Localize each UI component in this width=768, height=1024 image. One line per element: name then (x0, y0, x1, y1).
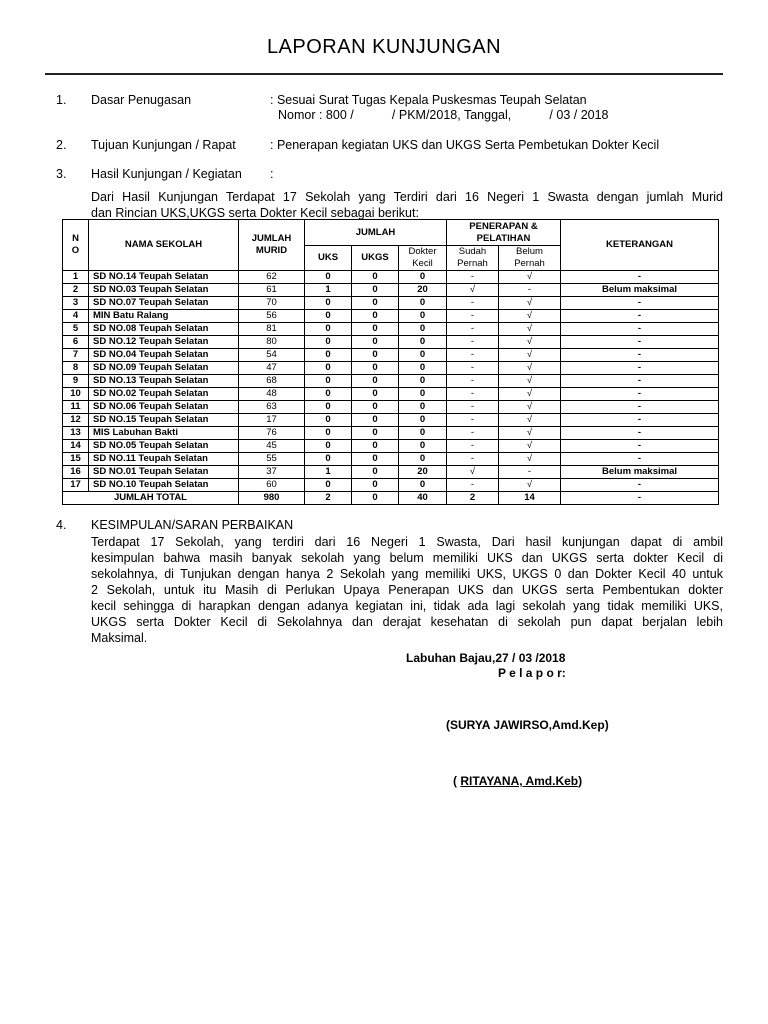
cell-nama: SD NO.14 Teupah Selatan (89, 271, 239, 284)
cell-nama: SD NO.11 Teupah Selatan (89, 453, 239, 466)
cell-belum: √ (499, 453, 561, 466)
cell-sudah: - (447, 310, 499, 323)
header-uks: UKS (305, 246, 352, 271)
cell-murid: 76 (239, 427, 305, 440)
cell-uks: 0 (305, 453, 352, 466)
cell-no: 3 (63, 297, 89, 310)
table-row (63, 362, 719, 375)
cell-keterangan: - (561, 375, 719, 388)
cell-sudah: - (447, 479, 499, 492)
cell-ukgs: 0 (352, 336, 399, 349)
title-underline (45, 73, 723, 75)
cell-murid: 70 (239, 297, 305, 310)
cell-uks: 0 (305, 271, 352, 284)
cell-nama: SD NO.12 Teupah Selatan (89, 336, 239, 349)
signatory-name-1: (SURYA JAWIRSO,Amd.Kep) (446, 718, 609, 732)
section-1-number: 1. (56, 93, 67, 107)
cell-keterangan: - (561, 440, 719, 453)
header-no-line: N (72, 233, 79, 244)
section-4-line: kecil sehingga di harapkan dengan adanya kegiatan ini, tidak ada lagi sekolah yang tidak memiliki UKS, (91, 599, 723, 613)
cell-no: 9 (63, 375, 89, 388)
header-dokter-line: Dokter (408, 246, 437, 257)
cell-sudah: - (447, 401, 499, 414)
header-dokter-line: Kecil (412, 258, 433, 269)
cell-ukgs: 0 (352, 414, 399, 427)
cell-keterangan: - (561, 323, 719, 336)
cell-dokter: 0 (399, 336, 447, 349)
cell-dokter: 0 (399, 453, 447, 466)
section-3-intro-line: Dari Hasil Kunjungan Terdapat 17 Sekolah yang Terdiri dari 16 Negeri 1 Swasta dengan jumlah Murid (91, 190, 723, 204)
cell-uks: 0 (305, 362, 352, 375)
cell-uks: 0 (305, 310, 352, 323)
cell-uks: 0 (305, 440, 352, 453)
cell-ukgs: 0 (352, 466, 399, 479)
cell-belum: √ (499, 388, 561, 401)
place-date: Labuhan Bajau,27 / 03 /2018 (406, 651, 566, 665)
header-sudah-line: Pernah (457, 258, 488, 269)
table-row (63, 336, 719, 349)
signatory-name-2-text: RITAYANA, Amd.Keb (460, 774, 579, 788)
cell-belum: - (499, 284, 561, 297)
cell-nama: SD NO.04 Teupah Selatan (89, 349, 239, 362)
section-2-label: Tujuan Kunjungan / Rapat (91, 138, 236, 152)
cell-keterangan: - (561, 297, 719, 310)
cell-dokter: 0 (399, 375, 447, 388)
section-3-colon: : (270, 167, 274, 181)
table-row (63, 414, 719, 427)
cell-nama: SD NO.03 Teupah Selatan (89, 284, 239, 297)
section-1-label: Dasar Penugasan (91, 93, 192, 107)
section-4-number: 4. (56, 518, 67, 532)
section-1-value: : Sesuai Surat Tugas Kepala Puskesmas Teupah Selatan (270, 93, 587, 107)
header-jumlah: JUMLAH (305, 220, 447, 246)
cell-uks: 0 (305, 427, 352, 440)
cell-sudah: - (447, 336, 499, 349)
cell-ukgs: 0 (352, 323, 399, 336)
cell-sudah: √ (447, 466, 499, 479)
cell-murid: 48 (239, 388, 305, 401)
cell-sudah: - (447, 427, 499, 440)
section-4-line: Maksimal. (91, 631, 148, 645)
cell-nama: SD NO.08 Teupah Selatan (89, 323, 239, 336)
cell-keterangan: - (561, 271, 719, 284)
section-3-intro (91, 189, 723, 221)
total-uks: 2 (305, 492, 352, 505)
section-4-label: KESIMPULAN/SARAN PERBAIKAN (91, 518, 294, 532)
cell-dokter: 20 (399, 284, 447, 297)
cell-keterangan: - (561, 388, 719, 401)
page-title: LAPORAN KUNJUNGAN (266, 36, 502, 58)
cell-dokter: 20 (399, 466, 447, 479)
cell-dokter: 0 (399, 323, 447, 336)
header-nama-sekolah: NAMA SEKOLAH (89, 220, 239, 271)
cell-nama: SD NO.05 Teupah Selatan (89, 440, 239, 453)
cell-dokter: 0 (399, 362, 447, 375)
cell-dokter: 0 (399, 401, 447, 414)
table-row (63, 271, 719, 284)
cell-murid: 54 (239, 349, 305, 362)
cell-dokter: 0 (399, 440, 447, 453)
cell-ukgs: 0 (352, 440, 399, 453)
cell-no: 11 (63, 401, 89, 414)
cell-no: 12 (63, 414, 89, 427)
header-no (63, 220, 89, 271)
cell-belum: √ (499, 479, 561, 492)
pelapor-label: P e l a p o r: (498, 666, 566, 680)
cell-belum: √ (499, 336, 561, 349)
table-row (63, 375, 719, 388)
cell-no: 17 (63, 479, 89, 492)
school-table (62, 219, 719, 505)
cell-keterangan: - (561, 362, 719, 375)
header-penerapan (447, 220, 561, 246)
table-row (63, 427, 719, 440)
cell-uks: 0 (305, 414, 352, 427)
header-no-line: O (71, 245, 80, 256)
cell-dokter: 0 (399, 271, 447, 284)
cell-ukgs: 0 (352, 310, 399, 323)
section-4-line: UKGS serta Dokter Kecil di Sekolahnya dan derajat kesehatan di sekolah pun dapat berjalan lebih (91, 615, 723, 629)
cell-murid: 62 (239, 271, 305, 284)
cell-belum: √ (499, 414, 561, 427)
cell-ukgs: 0 (352, 284, 399, 297)
cell-ukgs: 0 (352, 401, 399, 414)
cell-keterangan: - (561, 349, 719, 362)
section-4-paragraph (91, 534, 723, 646)
cell-ukgs: 0 (352, 453, 399, 466)
cell-murid: 81 (239, 323, 305, 336)
cell-murid: 55 (239, 453, 305, 466)
table-row (63, 349, 719, 362)
cell-murid: 68 (239, 375, 305, 388)
header-keterangan: KETERANGAN (561, 220, 719, 271)
cell-sudah: - (447, 323, 499, 336)
cell-murid: 60 (239, 479, 305, 492)
cell-belum: √ (499, 310, 561, 323)
total-label: JUMLAH TOTAL (63, 492, 239, 505)
cell-belum: √ (499, 323, 561, 336)
cell-keterangan: - (561, 310, 719, 323)
table-row (63, 453, 719, 466)
section-3-intro-line: dan Rincian UKS,UKGS serta Dokter Kecil sebagai berikut: (91, 206, 419, 220)
cell-nama: SD NO.07 Teupah Selatan (89, 297, 239, 310)
section-1-nomor: Nomor : 800 / / PKM/2018, Tanggal, / 03 / 2018 (278, 108, 609, 122)
cell-nama: MIS Labuhan Bakti (89, 427, 239, 440)
cell-no: 7 (63, 349, 89, 362)
cell-uks: 0 (305, 336, 352, 349)
cell-no: 14 (63, 440, 89, 453)
cell-nama: SD NO.02 Teupah Selatan (89, 388, 239, 401)
cell-ukgs: 0 (352, 375, 399, 388)
cell-sudah: - (447, 440, 499, 453)
section-2-value: : Penerapan kegiatan UKS dan UKGS Serta Pembetukan Dokter Kecil (270, 138, 660, 152)
cell-keterangan: - (561, 427, 719, 440)
table-row (63, 479, 719, 492)
cell-no: 16 (63, 466, 89, 479)
cell-nama: SD NO.09 Teupah Selatan (89, 362, 239, 375)
section-2-number: 2. (56, 138, 67, 152)
cell-sudah: - (447, 271, 499, 284)
table-total-row (63, 492, 719, 505)
cell-belum: √ (499, 362, 561, 375)
cell-sudah: - (447, 297, 499, 310)
header-sudah-pernah (447, 246, 499, 271)
cell-uks: 0 (305, 323, 352, 336)
cell-keterangan: Belum maksimal (561, 466, 719, 479)
cell-nama: SD NO.13 Teupah Selatan (89, 375, 239, 388)
cell-murid: 37 (239, 466, 305, 479)
cell-ukgs: 0 (352, 362, 399, 375)
cell-uks: 0 (305, 349, 352, 362)
cell-murid: 45 (239, 440, 305, 453)
cell-belum: √ (499, 427, 561, 440)
header-sudah-line: Sudah (458, 246, 487, 257)
cell-murid: 47 (239, 362, 305, 375)
cell-dokter: 0 (399, 427, 447, 440)
cell-ukgs: 0 (352, 297, 399, 310)
section-4-line: sekolahnya, di Tunjukan dengan hanya 2 Sekolah yang memiliki UKS, UKGS 0 dan Dokter Kecil 40 untuk (91, 567, 723, 581)
cell-sudah: - (447, 414, 499, 427)
cell-sudah: - (447, 349, 499, 362)
cell-uks: 0 (305, 388, 352, 401)
cell-keterangan: - (561, 401, 719, 414)
cell-keterangan: - (561, 336, 719, 349)
header-belum-line: Pernah (514, 258, 545, 269)
cell-keterangan: Belum maksimal (561, 284, 719, 297)
cell-no: 2 (63, 284, 89, 297)
cell-dokter: 0 (399, 310, 447, 323)
cell-keterangan: - (561, 479, 719, 492)
cell-nama: SD NO.06 Teupah Selatan (89, 401, 239, 414)
cell-murid: 17 (239, 414, 305, 427)
cell-murid: 80 (239, 336, 305, 349)
cell-keterangan: - (561, 414, 719, 427)
header-jumlah-murid-line: JUMLAH (251, 233, 292, 244)
cell-ukgs: 0 (352, 388, 399, 401)
cell-nama: SD NO.10 Teupah Selatan (89, 479, 239, 492)
header-ukgs: UKGS (352, 246, 399, 271)
total-ukgs: 0 (352, 492, 399, 505)
cell-uks: 0 (305, 401, 352, 414)
cell-dokter: 0 (399, 479, 447, 492)
cell-uks: 0 (305, 297, 352, 310)
cell-dokter: 0 (399, 414, 447, 427)
section-4-line: Terdapat 17 Sekolah, yang terdiri dari 16 Negeri 1 Swasta, Dari hasil kunjungan dapat di ambil (91, 535, 723, 549)
header-penerapan-line: PELATIHAN (476, 232, 531, 244)
cell-belum: √ (499, 440, 561, 453)
cell-nama: SD NO.01 Teupah Selatan (89, 466, 239, 479)
total-dokter: 40 (399, 492, 447, 505)
cell-belum: - (499, 466, 561, 479)
cell-ukgs: 0 (352, 427, 399, 440)
signatory-paren-open: ( (453, 774, 461, 788)
section-4-line: 2 Sekolah, untuk itu Masih di Perlukan Upaya Penerapan UKS dan UKGS serta Pembentukan dokter (91, 583, 723, 597)
total-keterangan: - (561, 492, 719, 505)
cell-no: 15 (63, 453, 89, 466)
cell-belum: √ (499, 401, 561, 414)
header-belum-line: Belum (516, 246, 543, 257)
header-belum-pernah (499, 246, 561, 271)
cell-nama: MIN Batu Ralang (89, 310, 239, 323)
cell-ukgs: 0 (352, 349, 399, 362)
cell-murid: 63 (239, 401, 305, 414)
table-row (63, 440, 719, 453)
cell-no: 1 (63, 271, 89, 284)
cell-sudah: - (447, 388, 499, 401)
header-jumlah-murid-line: MURID (255, 245, 288, 256)
cell-no: 13 (63, 427, 89, 440)
table-row (63, 401, 719, 414)
table-row (63, 310, 719, 323)
cell-uks: 0 (305, 479, 352, 492)
cell-murid: 56 (239, 310, 305, 323)
cell-dokter: 0 (399, 388, 447, 401)
cell-no: 8 (63, 362, 89, 375)
table-row (63, 284, 719, 297)
cell-uks: 0 (305, 375, 352, 388)
cell-ukgs: 0 (352, 271, 399, 284)
table-row (63, 297, 719, 310)
cell-ukgs: 0 (352, 479, 399, 492)
cell-uks: 1 (305, 466, 352, 479)
cell-belum: √ (499, 271, 561, 284)
cell-uks: 1 (305, 284, 352, 297)
table-row (63, 466, 719, 479)
table-row (63, 388, 719, 401)
cell-belum: √ (499, 375, 561, 388)
header-dokter-kecil (399, 246, 447, 271)
header-jumlah-murid (239, 220, 305, 271)
cell-belum: √ (499, 349, 561, 362)
cell-no: 10 (63, 388, 89, 401)
table-row (63, 323, 719, 336)
cell-dokter: 0 (399, 297, 447, 310)
cell-no: 6 (63, 336, 89, 349)
cell-sudah: - (447, 375, 499, 388)
cell-belum: √ (499, 297, 561, 310)
cell-murid: 61 (239, 284, 305, 297)
section-4-line: kesimpulan bahwa masih banyak sekolah yang belum memiliki UKS dan UKGS serta dokter Kecil di (91, 551, 723, 565)
total-murid: 980 (239, 492, 305, 505)
cell-keterangan: - (561, 453, 719, 466)
cell-nama: SD NO.15 Teupah Selatan (89, 414, 239, 427)
header-penerapan-line: PENERAPAN & (469, 220, 538, 232)
cell-sudah: - (447, 453, 499, 466)
cell-sudah: √ (447, 284, 499, 297)
section-3-label: Hasil Kunjungan / Kegiatan (91, 167, 242, 181)
signatory-name-2 (453, 774, 582, 788)
signatory-paren-close: ) (578, 774, 583, 788)
cell-no: 5 (63, 323, 89, 336)
cell-dokter: 0 (399, 349, 447, 362)
section-3-number: 3. (56, 167, 67, 181)
cell-sudah: - (447, 362, 499, 375)
total-sudah: 2 (447, 492, 499, 505)
cell-no: 4 (63, 310, 89, 323)
total-belum: 14 (499, 492, 561, 505)
